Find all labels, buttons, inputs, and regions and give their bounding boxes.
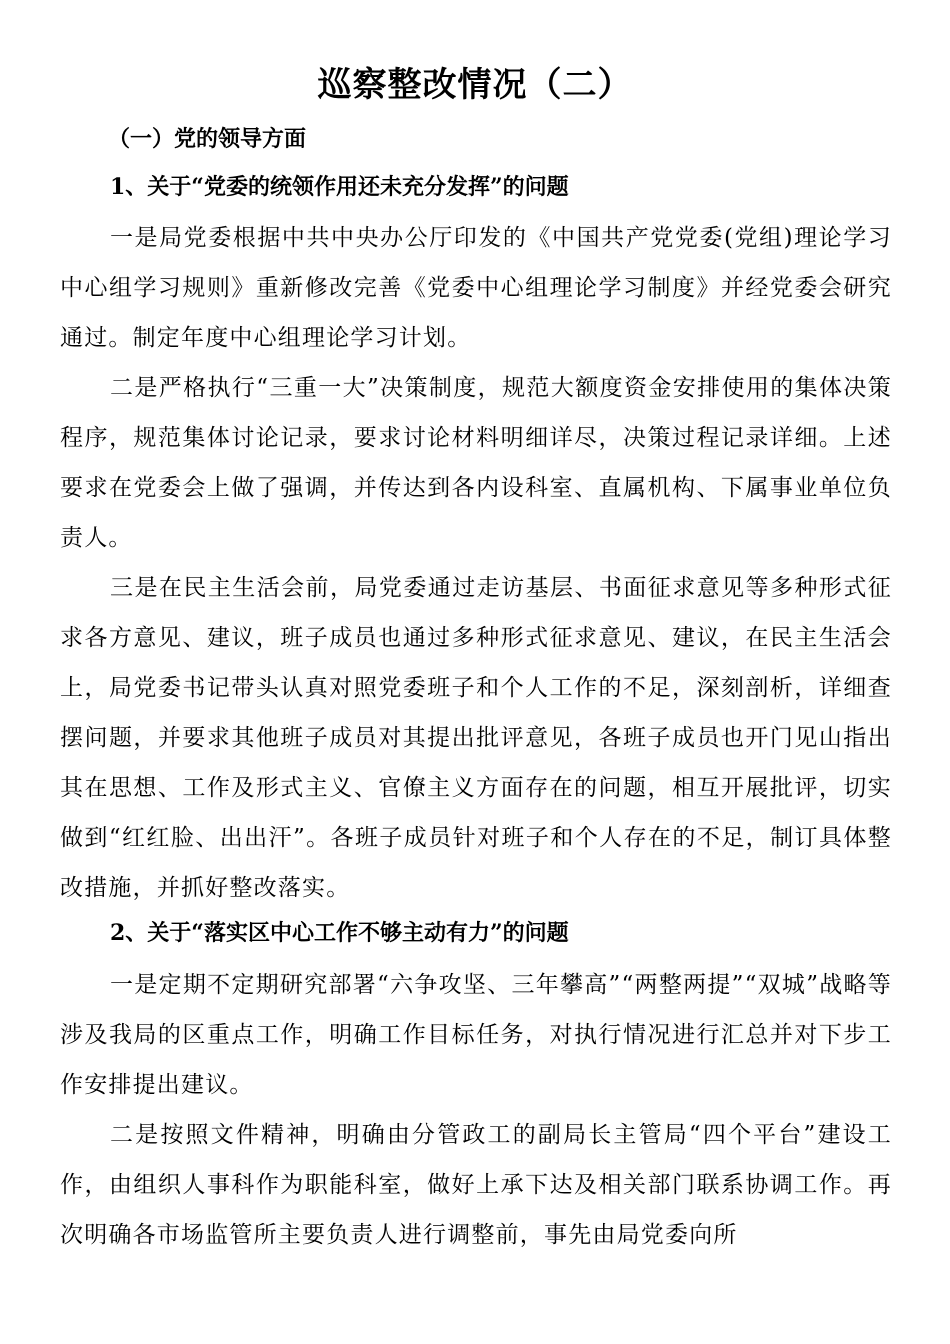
document-title: 巡察整改情况（二） — [317, 65, 633, 105]
paragraph-1-3: 三是在民主生活会前，局党委通过走访基层、书面征求意见等多种形式征求各方意见、建议，班子成员也通过多种形式征求意见、建议，在民主生活会上，局党委书记带头认真对照党委班子和个人工作的不足，深刻剖析，详细查摆问题，并要求其他班子成员对其提出批评意见，各班子成员也开门见山指出其在思想、工作及形式主义、官僚主义方面存在的问题，相互开展批评，切实做到“红红脸、出出汗”。各班子成员针对班子和个人存在的不足，制订具体整改措施，并抓好整改落实。 — [60, 575, 892, 901]
paragraph-1-2: 二是严格执行“三重一大”决策制度，规范大额度资金安排使用的集体决策程序，规范集体讨论记录，要求讨论材料明细详尽，决策过程记录详细。上述要求在党委会上做了强调，并传达到各内设科室、直属机构、下属事业单位负责人。 — [60, 375, 892, 551]
paragraph-1-1: 一是局党委根据中共中央办公厅印发的《中国共产党党委(党组)理论学习中心组学习规则》重新修改完善《党委中心组理论学习制度》并经党委会研究通过。制定年度中心组理论学习计划。 — [60, 225, 892, 351]
issue-heading-2: 2、关于“落实区中心工作不够主动有力”的问题 — [110, 920, 569, 946]
paragraph-2-1: 一是定期不定期研究部署“六争攻坚、三年攀高”“两整两提”“双城”战略等涉及我局的区重点工作，明确工作目标任务，对执行情况进行汇总并对下步工作安排提出建议。 — [60, 972, 892, 1098]
section-heading-party-leadership: （一）党的领导方面 — [108, 126, 307, 152]
issue-heading-1: 1、关于“党委的统领作用还未充分发挥”的问题 — [110, 174, 569, 200]
paragraph-2-2: 二是按照文件精神，明确由分管政工的副局长主管局“四个平台”建设工作，由组织人事科作为职能科室，做好上承下达及相关部门联系协调工作。再次明确各市场监管所主要负责人进行调整前，事先由局党委向所 — [60, 1122, 892, 1248]
